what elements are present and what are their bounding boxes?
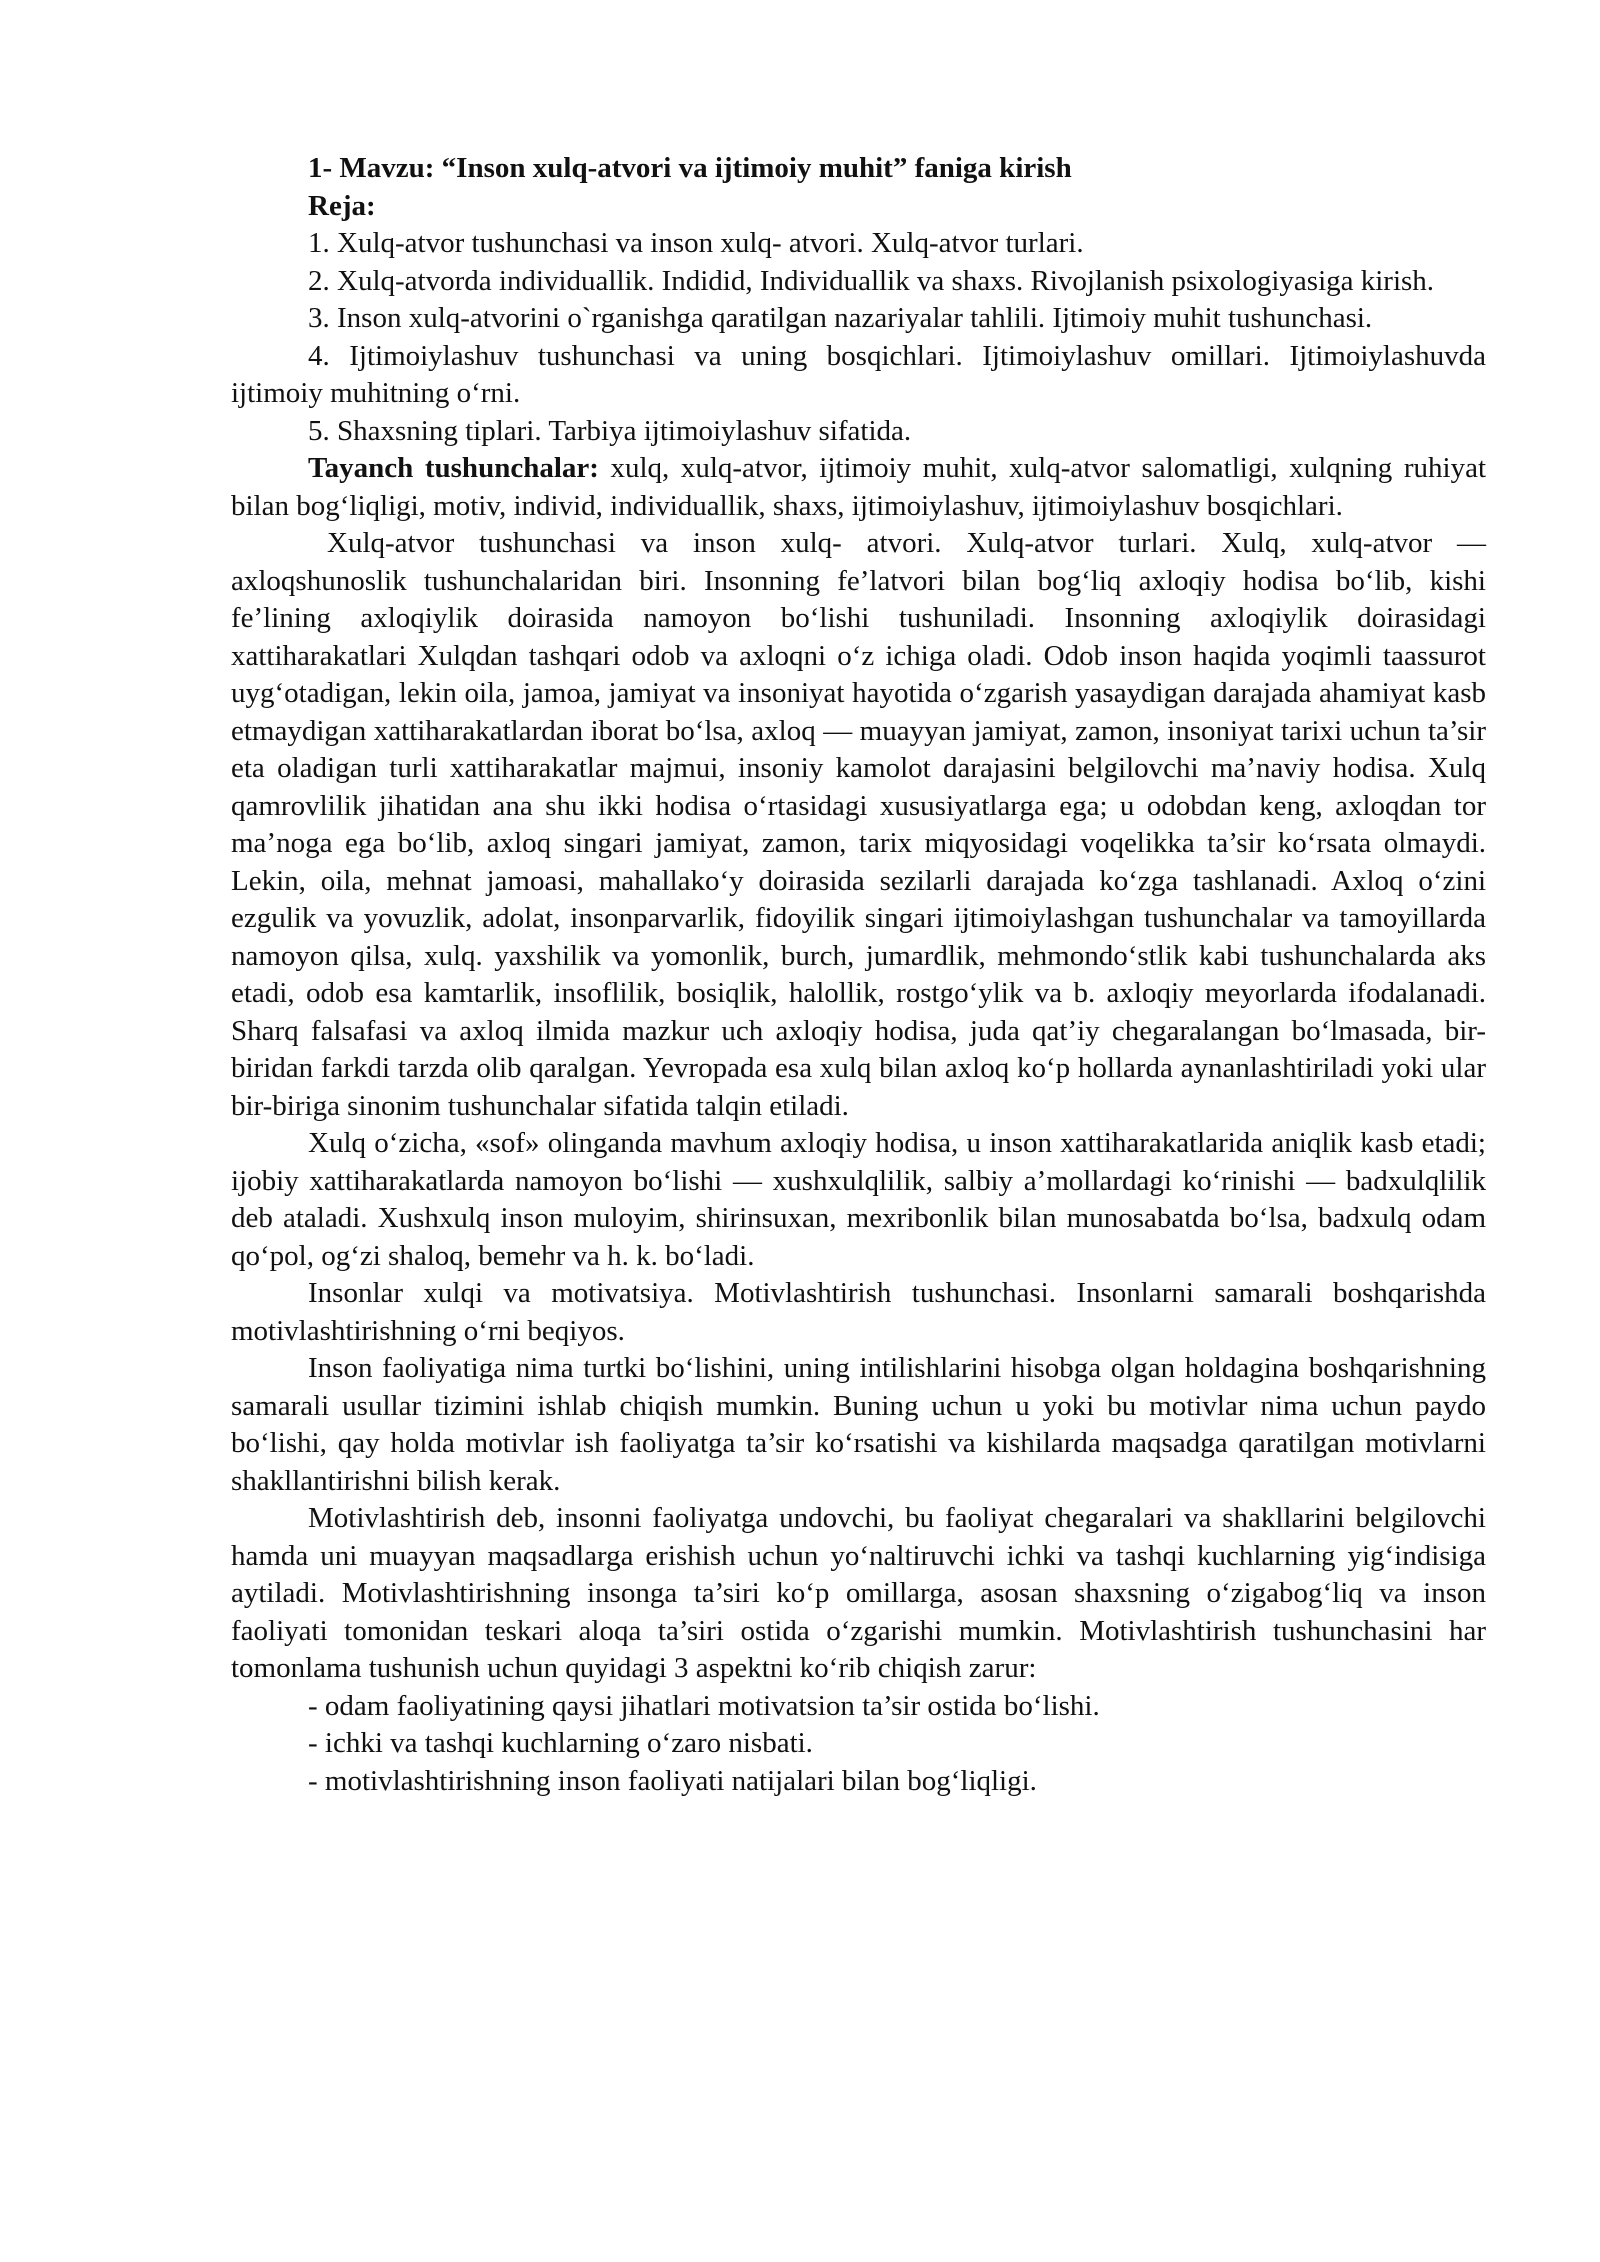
key-terms-paragraph	[231, 450, 1486, 525]
plan-item: 5. Shaxsning tiplari. Tarbiya ijtimoiylashuv sifatida.	[308, 414, 912, 447]
body-paragraph: Insonlar xulqi va motivatsiya. Motivlashtirish tushunchasi. Insonlarni samarali boshqarishda motivlashtirishning o‘rni beqiyos.	[231, 1277, 1486, 1347]
key-terms-text: xulq, xulq-atvor, ijtimoiy muhit, xulq-atvor salomatligi, xulqning ruhiyat bilan bog‘liqligi, motiv, individ, individuallik, shaxs, ijtimoiylashuv, ijtimoiylashuv bosqichlari.	[231, 452, 1487, 522]
list-item: - odam faoliyatining qaysi jihatlari motivatsion ta’sir ostida bo‘lishi.	[308, 1689, 1100, 1722]
plan-item: 2. Xulq-atvorda individuallik. Indidid, Individuallik va shaxs. Rivojlanish psixologiyasiga kirish.	[308, 264, 1435, 297]
plan-item: 1. Xulq-atvor tushunchasi va inson xulq- atvori. Xulq-atvor turlari.	[308, 227, 1084, 259]
key-terms-label: Tayanch tushunchalar:	[308, 452, 599, 484]
body-paragraph: Xulq-atvor tushunchasi va inson xulq- atvori. Xulq-atvor turlari. Xulq, xulq-atvor — axloqshunoslik tushunchalaridan biri. Insonning fe’latvori bilan bog‘liq axloqiy hodisa bo‘lib, kishi fe’lining axloqiylik doirasida namoyon bo‘lishi tushuniladi. Insonning axloqiylik doirasidagi xattiharakatlari Xulqdan tashqari odob va axloqni o‘z ichiga oladi. Odob inson haqida yoqimli taassurot uyg‘otadigan, lekin oila, jamoa, jamiyat va insoniyat hayotida o‘zgarish yasaydigan darajada ahamiyat kasb etmaydigan xattiharakatlardan iborat bo‘lsa, axloq — muayyan jamiyat, zamon, insoniyat tarixi uchun ta’sir eta oladigan turli xattiharakatlar majmui, insoniy kamolot darajasini belgilovchi ma’naviy hodisa. Xulq qamrovlilik jihatidan ana shu ikki hodisa o‘rtasidagi xususiyatlarga ega; u odobdan keng, axloqdan tor ma’noga ega bo‘lib, axloq singari jamiyat, zamon, tarix miqyosidagi voqelikka ta’sir ko‘rsata olmaydi. Lekin, oila, mehnat jamoasi, mahallako‘y doirasida sezilarli darajada ko‘zga tashlanadi. Axloq o‘zini ezgulik va yovuzlik, adolat, insonparvarlik, fidoyilik singari ijtimoiylashgan tushunchalar va tamoyillarda namoyon qilsa, xulq. yaxshilik va yomonlik, burch, jumardlik, mehmondo‘stlik kabi tushunchalarda aks etadi, odob esa kamtarlik, insoflilik, bosiqlik, halollik, rostgo‘ylik va b. axloqiy meyorlarda ifodalanadi. Sharq falsafasi va axloq ilmida mazkur uch axloqiy hodisa, juda qat’iy chegaralangan bo‘lmasada, bir-biridan farkdi tarzda olib qaralgan. Yevropada esa xulq bilan axloq ko‘p hollarda aynanlashtiriladi yoki ular bir-biriga sinonim tushunchalar sifatida talqin etiladi.	[231, 527, 1486, 1122]
document-page	[231, 150, 1486, 1800]
plan-heading: Reja:	[308, 189, 376, 222]
page-title: 1- Mavzu: “Inson xulq-atvori va ijtimoiy muhit” faniga kirish	[308, 152, 1072, 184]
plan-item: 3. Inson xulq-atvorini o`rganishga qaratilgan nazariyalar tahlili. Ijtimoiy muhit tushunchasi.	[308, 302, 1373, 334]
body-paragraph: Inson faoliyatiga nima turtki bo‘lishini, uning intilishlarini hisobga olgan holdagina boshqarishning samarali usullar tizimini ishlab chiqish mumkin. Buning uchun u yoki bu motivlar nima uchun paydo bo‘lishi, qay holda motivlar ish faoliyatga ta’sir ko‘rsatishi va kishilarda maqsadga qaratilgan motivlarni shakllantirishni bilish kerak.	[231, 1352, 1486, 1497]
plan-item: 4. Ijtimoiylashuv tushunchasi va uning bosqichlari. Ijtimoiylashuv omillari. Ijtimoiylashuvda ijtimoiy muhitning o‘rni.	[231, 339, 1486, 409]
body-paragraph: Xulq o‘zicha, «sof» olinganda mavhum axloqiy hodisa, u inson xattiharakatlarida aniqlik kasb etadi; ijobiy xattiharakatlarda namoyon bo‘lishi — xushxulqlilik, salbiy a’mollardagi ko‘rinishi — badxulqlilik deb ataladi. Xushxulq inson muloyim, shirinsuxan, mexribonlik bilan munosabatda bo‘lsa, badxulq odam qo‘pol, og‘zi shaloq, bemehr va h. k. bo‘ladi.	[231, 1127, 1486, 1272]
body-paragraph: Motivlashtirish deb, insonni faoliyatga undovchi, bu faoliyat chegaralari va shakllarini belgilovchi hamda uni muayyan maqsadlarga erishish uchun yo‘naltiruvchi ichki va tashqi kuchlarning yig‘indisiga aytiladi. Motivlashtirishning insonga ta’siri ko‘p omillarga, asosan shaxsning o‘zigabog‘liq va inson faoliyati tomonidan teskari aloqa ta’siri ostida o‘zgarishi mumkin. Motivlashtirish tushunchasini har tomonlama tushunish uchun quyidagi 3 aspektni ko‘rib chiqish zarur:	[231, 1502, 1486, 1684]
list-item: - motivlashtirishning inson faoliyati natijalari bilan bog‘liqligi.	[308, 1764, 1037, 1797]
list-item: - ichki va tashqi kuchlarning o‘zaro nisbati.	[308, 1727, 813, 1759]
